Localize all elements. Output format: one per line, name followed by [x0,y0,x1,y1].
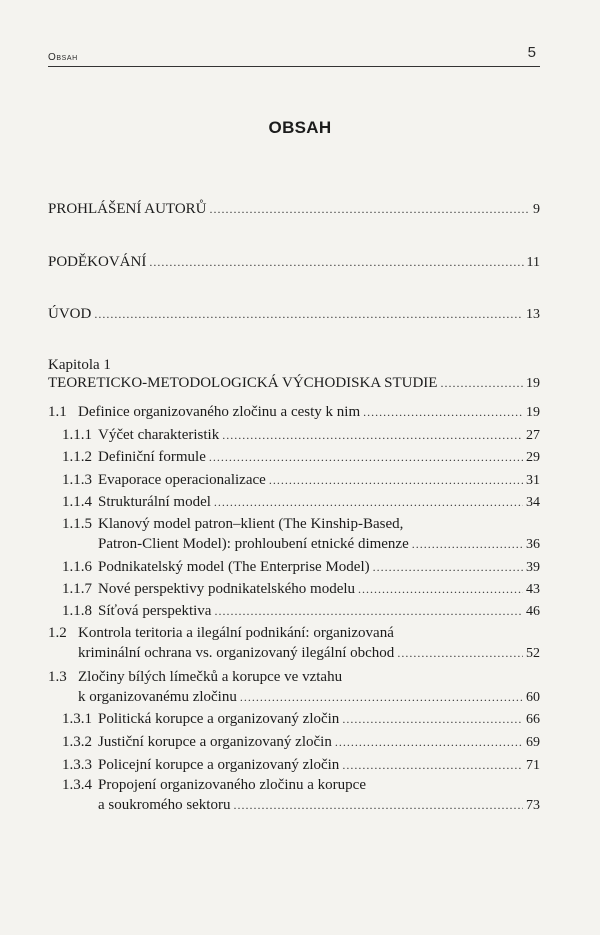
dot-leader [373,557,523,577]
toc-entry-label: PROHLÁŠENÍ AUTORŮ [48,201,207,217]
dot-leader [233,795,523,815]
toc-entry-page: 13 [526,307,540,322]
toc-entry-page: 9 [533,202,540,217]
header-rule [48,66,540,67]
toc-entry-first-line [48,667,342,687]
toc-entry-label: Evaporace operacionalizace [98,472,266,488]
toc-entry-label: Definice organizovaného zločinu a cesty k nim [78,404,361,420]
toc-entry-page: 34 [526,495,540,510]
toc-entry-number: 1.1.5 [62,516,92,532]
toc-entry-number: 1.1.4 [62,494,92,510]
toc-entry-label: Výčet charakteristik [98,427,220,443]
toc-entry-label: Kontrola teritoria a ilegální podnikání: organizovaná [78,625,394,641]
dot-leader [412,534,523,554]
dot-leader [335,732,523,752]
toc-entry-page: 43 [526,582,540,597]
toc-entry-label: Strukturální model [98,494,211,510]
toc-entry-label: k organizovanému zločinu [78,689,237,705]
toc-entry-chapter [48,373,540,394]
toc-entry [48,402,540,423]
toc-entry-label: Politická korupce a organizovaný zločin [98,711,340,727]
toc-entry-first-line [62,514,403,534]
dot-leader [214,492,523,512]
toc-entry-number: 1.3.3 [62,757,92,773]
toc-entry-label: ÚVOD [48,306,92,322]
contents-title: OBSAH [268,118,332,137]
toc-entry-label: Zločiny bílých límečků a korupce ve vztahu [78,669,343,685]
toc-entry-label: Policejní korupce a organizovaný zločin [98,757,340,773]
toc-entry [62,709,540,730]
toc-entry-page: 27 [526,428,540,443]
toc-entry [62,557,540,578]
toc-entry-label: Patron-Client Model): prohloubení etnické dimenze [98,536,409,552]
toc-entry [62,579,540,600]
dot-leader [149,252,523,272]
toc-entry-number: 1.1.8 [62,603,92,619]
toc-entry-page: 29 [526,450,540,465]
toc-entry-first-line [48,623,394,643]
toc-entry-number: 1.3 [48,669,67,685]
toc-entry-page: 69 [526,735,540,750]
toc-entry [62,755,540,776]
toc-entry-page: 11 [526,255,540,270]
running-head [48,46,540,66]
toc-entry [62,447,540,468]
toc-entry-page: 31 [526,473,540,488]
dot-leader [94,304,523,324]
toc-entry [78,687,540,708]
dot-leader [209,447,523,467]
toc-entry-number: 1.1.1 [62,427,92,443]
toc-entry [78,643,540,664]
running-head-title: Obsah [48,52,78,63]
toc-entry-front [48,199,540,220]
toc-entry-label: PODĚKOVÁNÍ [48,254,147,270]
toc-entry [62,470,540,491]
toc-entry-number: 1.3.1 [62,711,92,727]
toc-entry-page: 71 [526,758,540,773]
toc-entry-number: 1.1.7 [62,581,92,597]
toc-entry [98,534,540,555]
toc-entry-number: 1.2 [48,625,67,641]
toc-entry-page: 36 [526,537,540,552]
toc-entry-page: 66 [526,712,540,727]
toc-entry [62,492,540,513]
dot-leader [440,373,523,393]
toc-entry [62,601,540,622]
toc-entry-number: 1.1.2 [62,449,92,465]
toc-entry-label: Klanový model patron–klient (The Kinship-Based, [98,516,404,532]
toc-entry-number: 1.1 [48,404,67,420]
toc-entry [98,795,540,816]
toc-entry-page: 39 [526,560,540,575]
toc-entry-front [48,304,540,325]
chapter-caption: Kapitola 1 [48,357,111,373]
dot-leader [342,755,523,775]
dot-leader [269,470,523,490]
toc-entry-page: 73 [526,798,540,813]
dot-leader [363,402,523,422]
toc-entry-page: 60 [526,690,540,705]
toc-entry-page: 19 [526,376,540,391]
toc-entry-label: Definiční formule [98,449,206,465]
toc-entry-label: Podnikatelský model (The Enterprise Model) [98,559,370,575]
toc-entry-number: 1.3.2 [62,734,92,750]
toc-entry [62,425,540,446]
toc-entry-number: 1.1.3 [62,472,92,488]
toc-entry-number: 1.3.4 [62,777,92,793]
toc-entry-label: kriminální ochrana vs. organizovaný ilegální obchod [78,645,395,661]
toc-entry-label: Justiční korupce a organizovaný zločin [98,734,332,750]
toc-entry-page: 46 [526,604,540,619]
dot-leader [222,425,523,445]
toc-entry-page: 52 [526,646,540,661]
toc-entry [62,732,540,753]
toc-entry-first-line [62,775,366,795]
dot-leader [210,199,531,219]
dot-leader [214,601,523,621]
toc-entry-label: Síťová perspektiva [98,603,212,619]
toc-entry-front [48,252,540,273]
dot-leader [342,709,523,729]
dot-leader [397,643,523,663]
toc-entry-label: Nové perspektivy podnikatelského modelu [98,581,356,597]
dot-leader [240,687,523,707]
toc-entry-label: a soukromého sektoru [98,797,231,813]
chapter-title: TEORETICKO-METODOLOGICKÁ VÝCHODISKA STUDIE [48,375,438,391]
page-number: 5 [527,44,536,61]
toc-entry-page: 19 [526,405,540,420]
toc-entry-number: 1.1.6 [62,559,92,575]
toc-entry-label: Propojení organizovaného zločinu a korupce [98,777,366,793]
dot-leader [358,579,523,599]
